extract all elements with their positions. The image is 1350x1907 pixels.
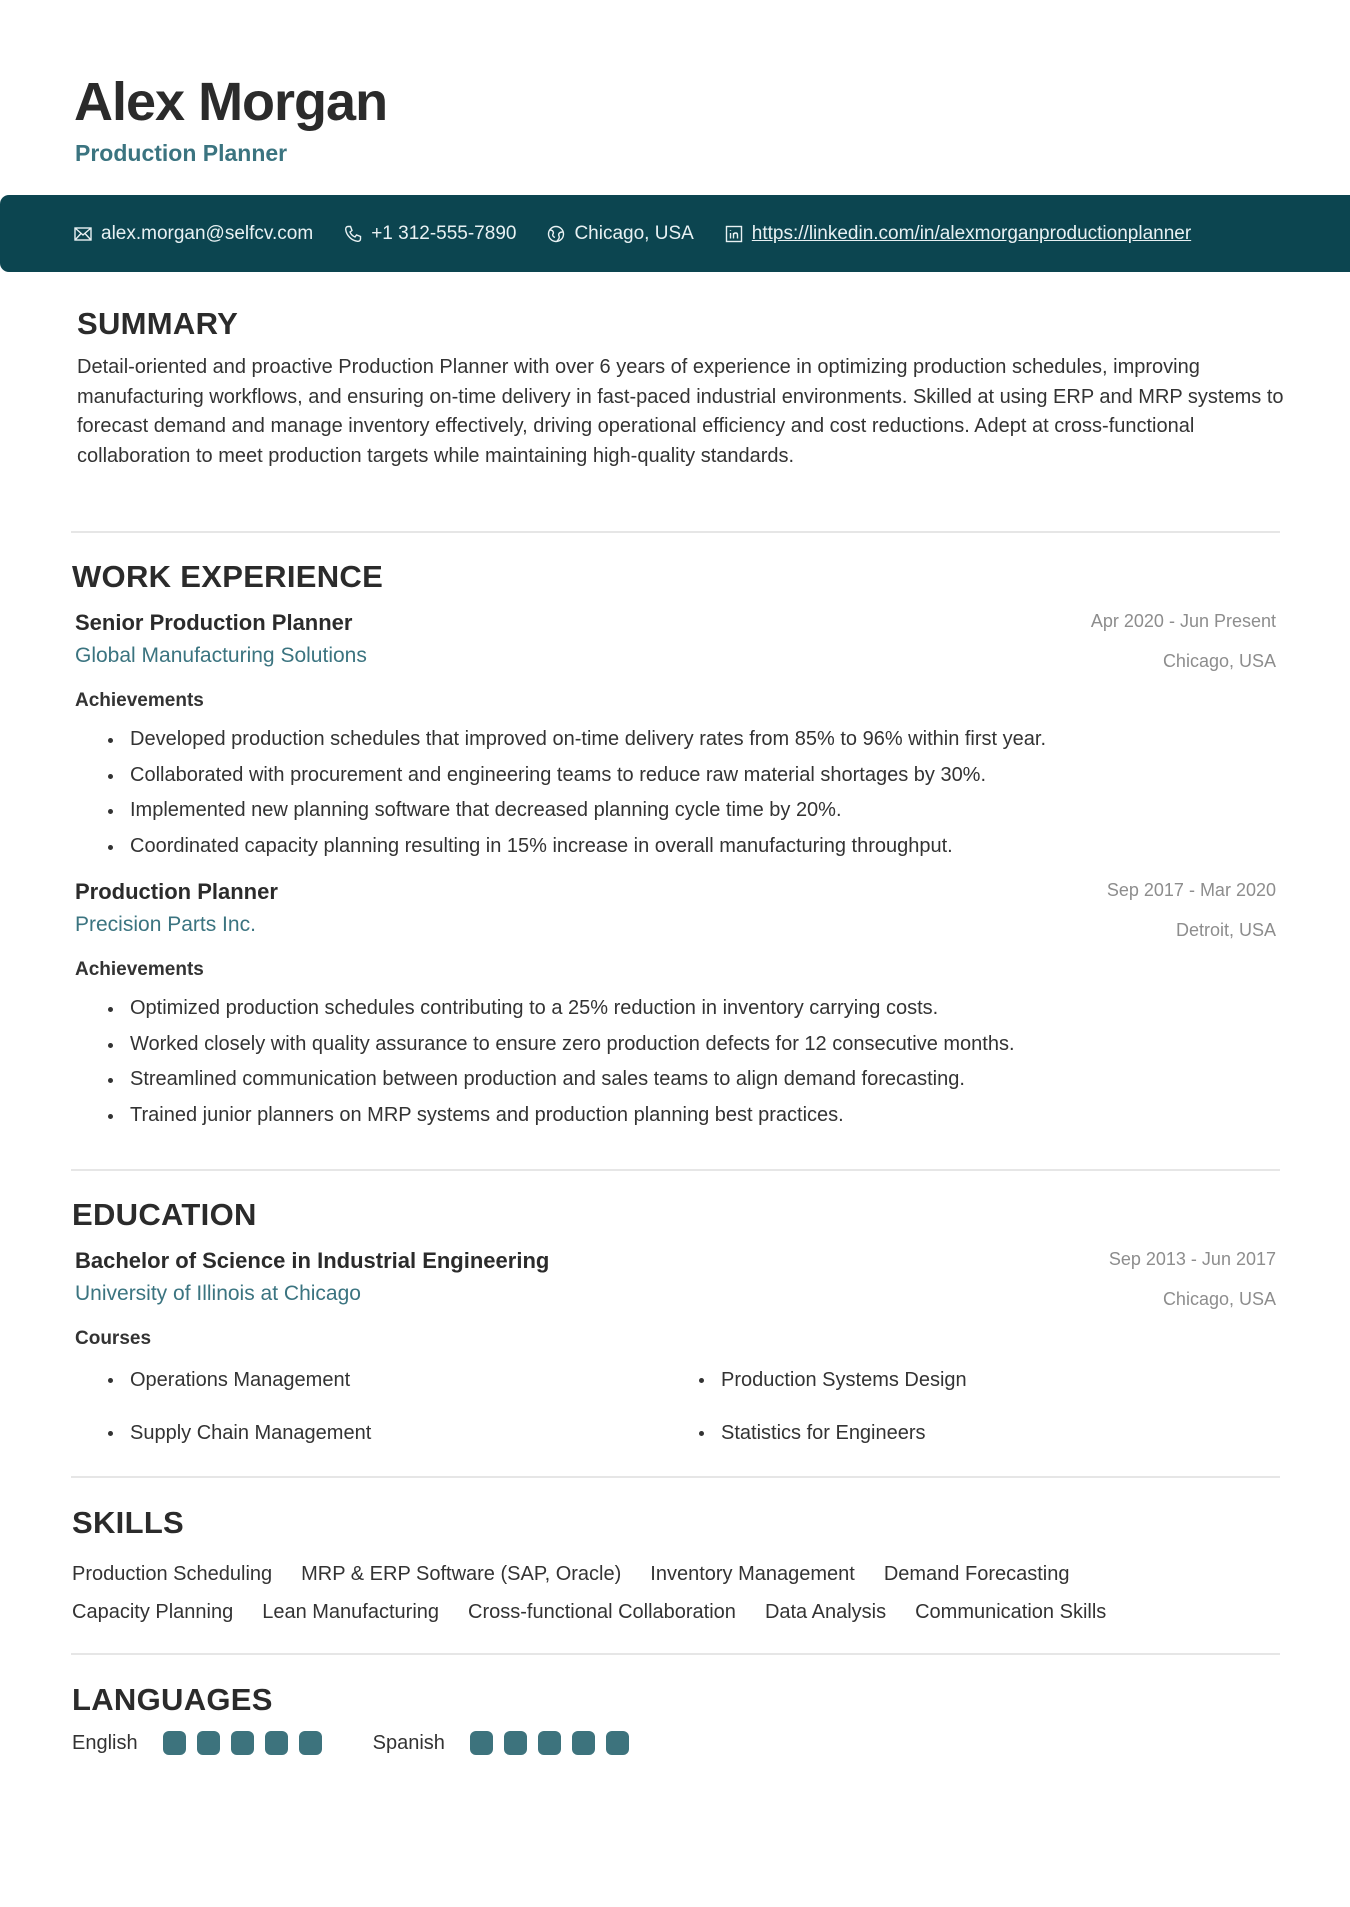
job-entry <box>72 877 1280 1133</box>
rating-dot <box>572 1731 595 1755</box>
education-heading: EDUCATION <box>72 1197 257 1232</box>
experience-section <box>72 558 1280 1133</box>
summary-text: Detail-oriented and proactive Production Planner with over 6 years of experience in optimizing production schedules, improving manufacturing workflows, and ensuring on-time delivery in fast-paced industrial environments. Skilled at using ERP and MRP systems to forecast demand and manage inventory effectively, driving operational efficiency and cost reductions. Adept at cross-functional collaboration to meet production targets while maintaining high-quality standards. <box>77 356 1284 467</box>
proficiency-rating <box>470 1731 640 1755</box>
job-role: Production Planner <box>75 879 278 904</box>
job-company: Global Manufacturing Solutions <box>75 644 367 667</box>
education-section <box>72 1196 1280 1451</box>
contact-bar <box>0 195 1350 272</box>
courses-heading: Courses <box>75 1328 152 1349</box>
courses-list <box>72 1362 1280 1451</box>
summary-section <box>72 305 1284 471</box>
divider <box>71 1169 1280 1171</box>
rating-dot <box>163 1731 186 1755</box>
candidate-title: Production Planner <box>75 140 288 166</box>
skill-item: Production Scheduling <box>72 1563 273 1585</box>
education-entry <box>72 1246 1280 1451</box>
rating-dot <box>606 1731 629 1755</box>
skill-item: Inventory Management <box>650 1563 855 1585</box>
skill-item: Lean Manufacturing <box>262 1601 440 1623</box>
linkedin-icon <box>724 224 744 244</box>
rating-dot <box>299 1731 322 1755</box>
rating-dot <box>265 1731 288 1755</box>
list-item: Streamlined communication between production and sales teams to align demand forecasting. <box>108 1062 1280 1098</box>
skills-section <box>72 1504 1280 1631</box>
phone-text: +1 312-555-7890 <box>371 222 517 244</box>
achievements-heading: Achievements <box>75 959 204 980</box>
job-location: Chicago, USA <box>1162 651 1276 671</box>
languages-list <box>72 1731 1280 1755</box>
linkedin-link[interactable]: https://linkedin.com/in/alexmorganproductionplanner <box>751 222 1192 244</box>
achievements-list <box>72 991 1280 1133</box>
contact-email[interactable] <box>73 223 313 245</box>
languages-heading: LANGUAGES <box>72 1682 273 1717</box>
job-location: Detroit, USA <box>1175 920 1276 940</box>
school: University of Illinois at Chicago <box>75 1282 361 1305</box>
education-date: Sep 2013 - Jun 2017 <box>1108 1249 1276 1269</box>
rating-dot <box>504 1731 527 1755</box>
language-name: Spanish <box>372 1731 445 1754</box>
job-date: Sep 2017 - Mar 2020 <box>1106 880 1276 900</box>
experience-heading: WORK EXPERIENCE <box>72 559 384 594</box>
contact-location <box>546 223 693 245</box>
language-item <box>373 1731 640 1755</box>
degree: Bachelor of Science in Industrial Engineering <box>75 1248 550 1273</box>
job-entry <box>72 608 1280 864</box>
globe-icon <box>546 224 566 244</box>
language-item <box>72 1731 333 1755</box>
job-role: Senior Production Planner <box>75 610 353 635</box>
rating-dot <box>231 1731 254 1755</box>
divider <box>71 1653 1280 1655</box>
mail-icon <box>73 224 93 244</box>
skill-item: Communication Skills <box>915 1601 1107 1623</box>
education-location: Chicago, USA <box>1162 1289 1276 1309</box>
divider <box>71 531 1280 533</box>
divider <box>71 1476 1280 1478</box>
contact-linkedin[interactable] <box>724 223 1191 245</box>
email-text: alex.morgan@selfcv.com <box>101 222 314 244</box>
list-item: Developed production schedules that improved on-time delivery rates from 85% to 96% within first year. <box>108 722 1280 758</box>
list-item: Collaborated with procurement and engineering teams to reduce raw material shortages by 30%. <box>108 758 1280 794</box>
list-item: Trained junior planners on MRP systems and production planning best practices. <box>108 1098 1280 1134</box>
language-name: English <box>72 1731 138 1754</box>
course-item: Supply Chain Management <box>108 1415 699 1451</box>
list-item: Optimized production schedules contributing to a 25% reduction in inventory carrying costs. <box>108 991 1280 1027</box>
contact-phone[interactable] <box>343 223 516 245</box>
list-item: Implemented new planning software that decreased planning cycle time by 20%. <box>108 793 1280 829</box>
skill-item: Capacity Planning <box>72 1601 234 1623</box>
course-item: Production Systems Design <box>699 1362 1199 1398</box>
achievements-list <box>72 722 1280 864</box>
summary-heading: SUMMARY <box>77 306 239 341</box>
skill-item: MRP & ERP Software (SAP, Oracle) <box>301 1563 622 1585</box>
rating-dot <box>197 1731 220 1755</box>
candidate-name: Alex Morgan <box>74 72 388 132</box>
skills-list <box>72 1555 1272 1631</box>
achievements-heading: Achievements <box>75 690 204 711</box>
location-text: Chicago, USA <box>574 222 694 244</box>
skills-heading: SKILLS <box>72 1505 185 1540</box>
course-item: Operations Management <box>108 1362 699 1398</box>
rating-dot <box>538 1731 561 1755</box>
course-item: Statistics for Engineers <box>699 1415 1199 1451</box>
job-date: Apr 2020 - Jun Present <box>1090 611 1276 631</box>
list-item: Worked closely with quality assurance to ensure zero production defects for 12 consecutive months. <box>108 1027 1280 1063</box>
job-company: Precision Parts Inc. <box>75 913 256 936</box>
list-item: Coordinated capacity planning resulting in 15% increase in overall manufacturing throughput. <box>108 829 1280 865</box>
phone-icon <box>343 224 363 244</box>
languages-section <box>72 1681 1280 1755</box>
skill-item: Cross-functional Collaboration <box>468 1601 736 1623</box>
skill-item: Data Analysis <box>764 1601 887 1623</box>
skill-item: Demand Forecasting <box>883 1563 1070 1585</box>
proficiency-rating <box>163 1731 333 1755</box>
rating-dot <box>470 1731 493 1755</box>
